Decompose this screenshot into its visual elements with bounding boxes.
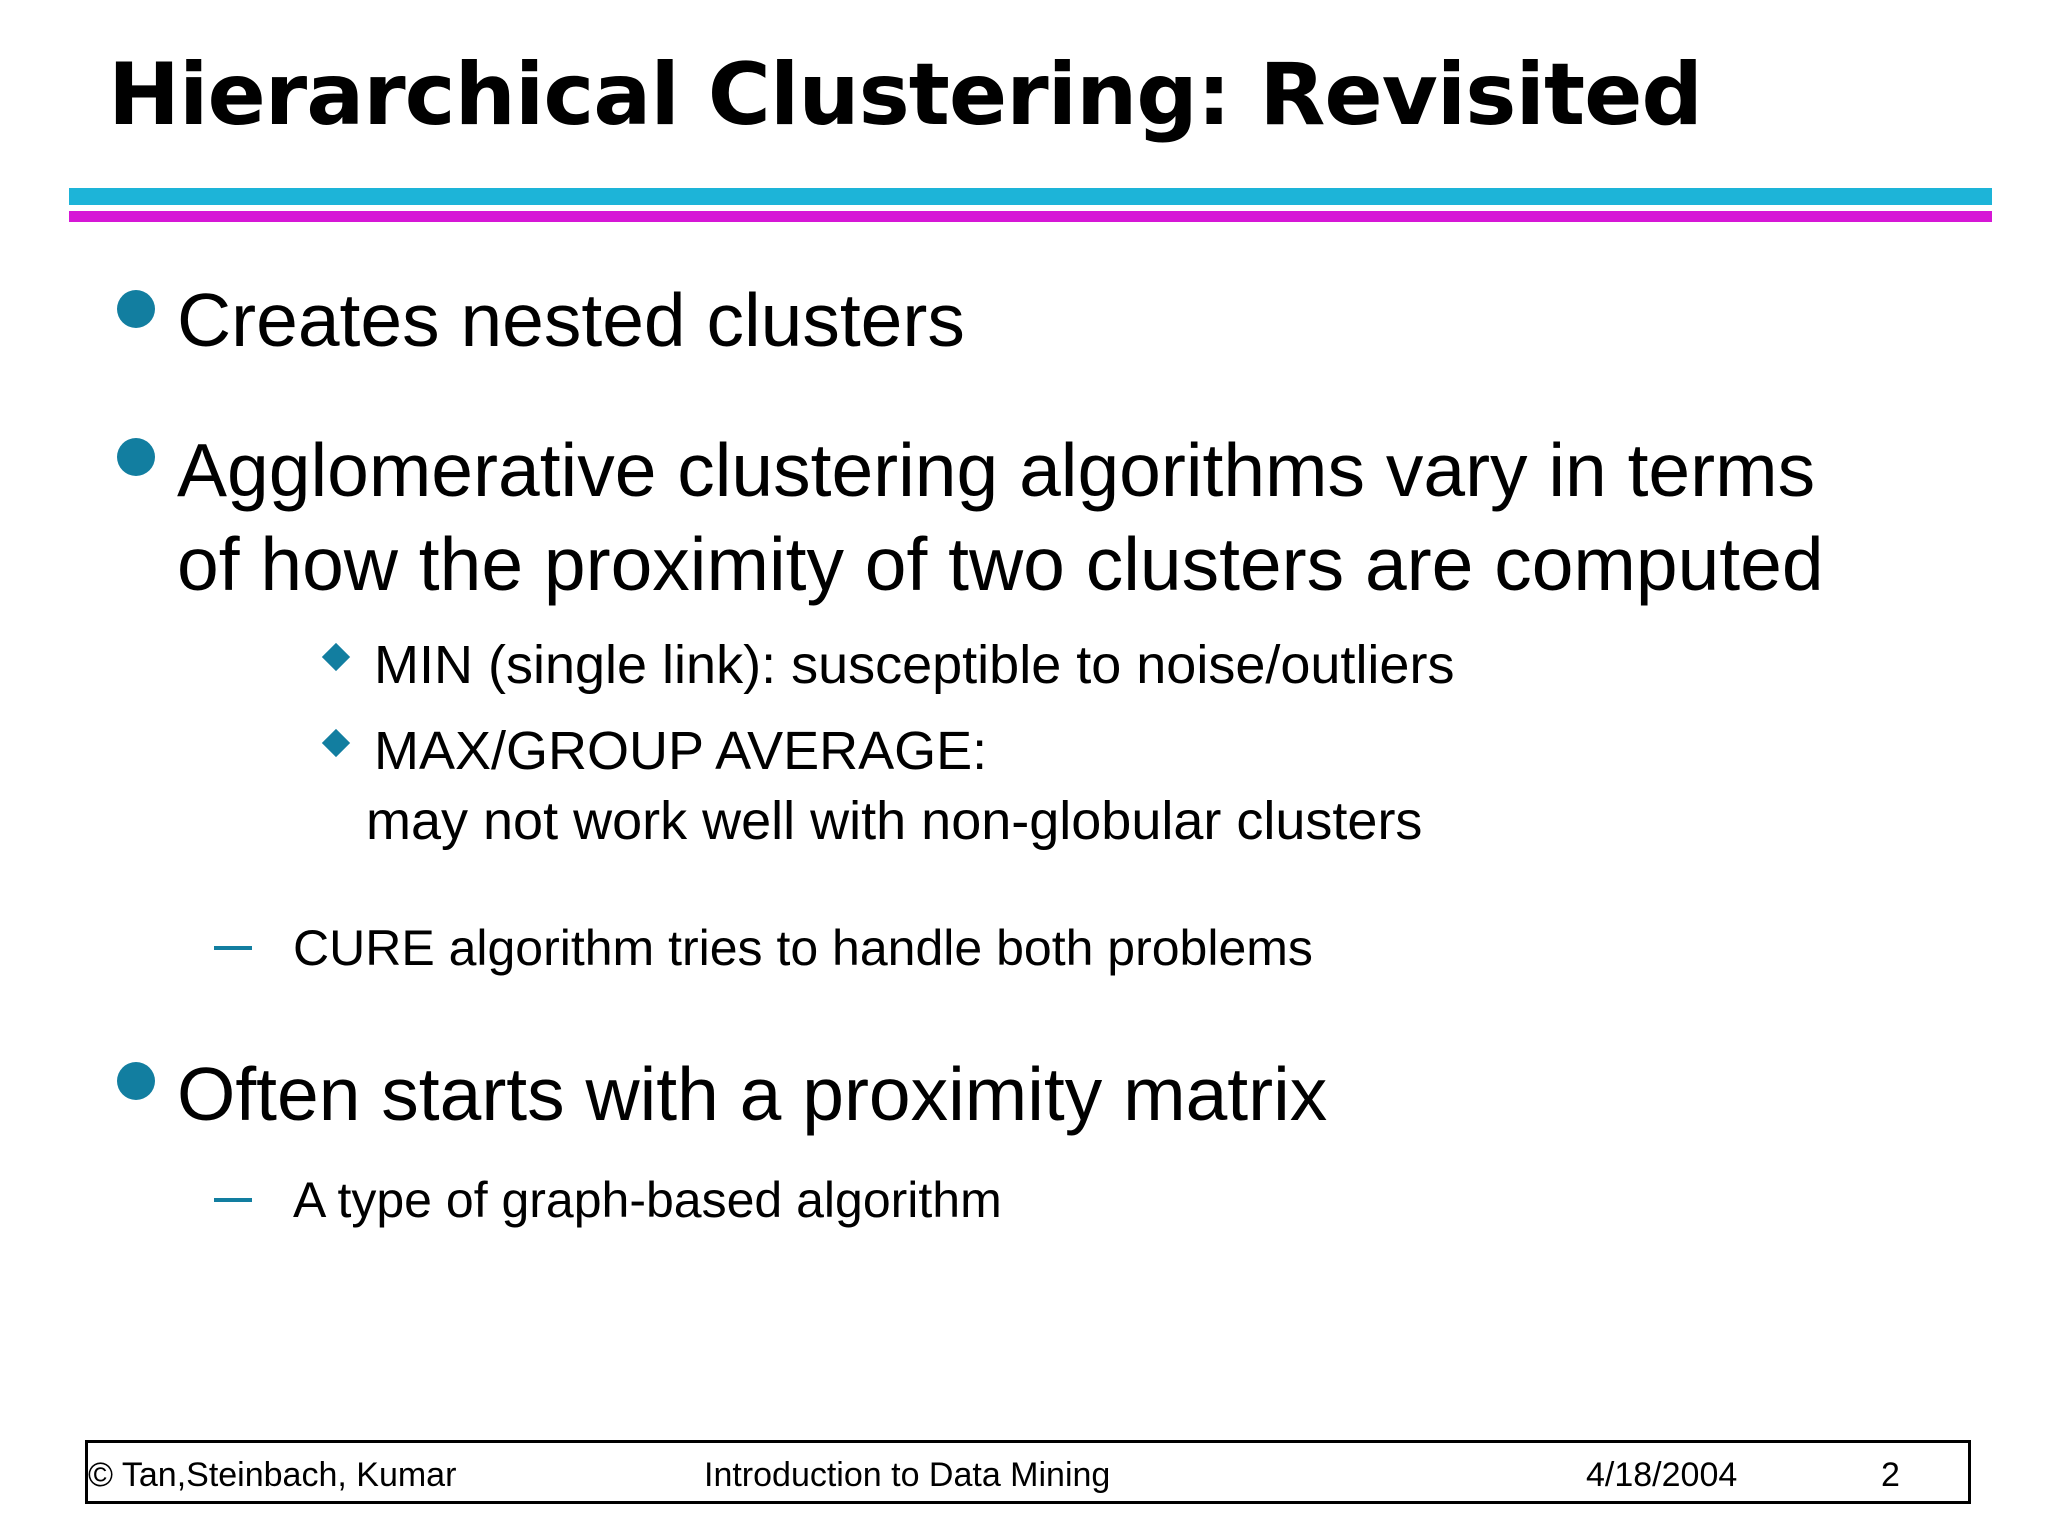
bullet-dot-icon <box>117 290 155 328</box>
subitem-max-line-2: may not work well with non-globular clusters <box>366 791 1423 851</box>
bullet-3-text: Often starts with a proximity matrix <box>177 1052 1328 1136</box>
footer-date: 4/18/2004 <box>1586 1456 1738 1494</box>
subitem-max-line-1: MAX/GROUP AVERAGE: <box>374 721 988 781</box>
footer-authors: © Tan,Steinbach, Kumar <box>88 1456 457 1494</box>
title-rule-cyan <box>69 188 1992 205</box>
dash-item-graph: A type of graph-based algorithm <box>293 1172 1002 1228</box>
bullet-dot-icon <box>117 438 155 476</box>
title-rule-magenta <box>69 211 1992 222</box>
diamond-bullet-icon <box>322 643 350 671</box>
dash-bullet-icon <box>214 1198 252 1202</box>
bullet-dot-icon <box>117 1062 155 1100</box>
dash-bullet-icon <box>214 946 252 950</box>
footer-course: Introduction to Data Mining <box>704 1456 1111 1494</box>
subitem-min-text: MIN (single link): susceptible to noise/outliers <box>374 635 1455 695</box>
bullet-2-line-2: of how the proximity of two clusters are computed <box>177 522 1824 606</box>
slide-title: Hierarchical Clustering: Revisited <box>108 45 1702 145</box>
footer-page-number: 2 <box>1881 1456 1900 1494</box>
diamond-bullet-icon <box>322 729 350 757</box>
bullet-2-line-1: Agglomerative clustering algorithms vary in terms <box>177 428 1816 512</box>
dash-item-cure: CURE algorithm tries to handle both problems <box>293 920 1313 976</box>
slide-footer <box>85 1440 1971 1504</box>
bullet-1-text: Creates nested clusters <box>177 278 965 362</box>
